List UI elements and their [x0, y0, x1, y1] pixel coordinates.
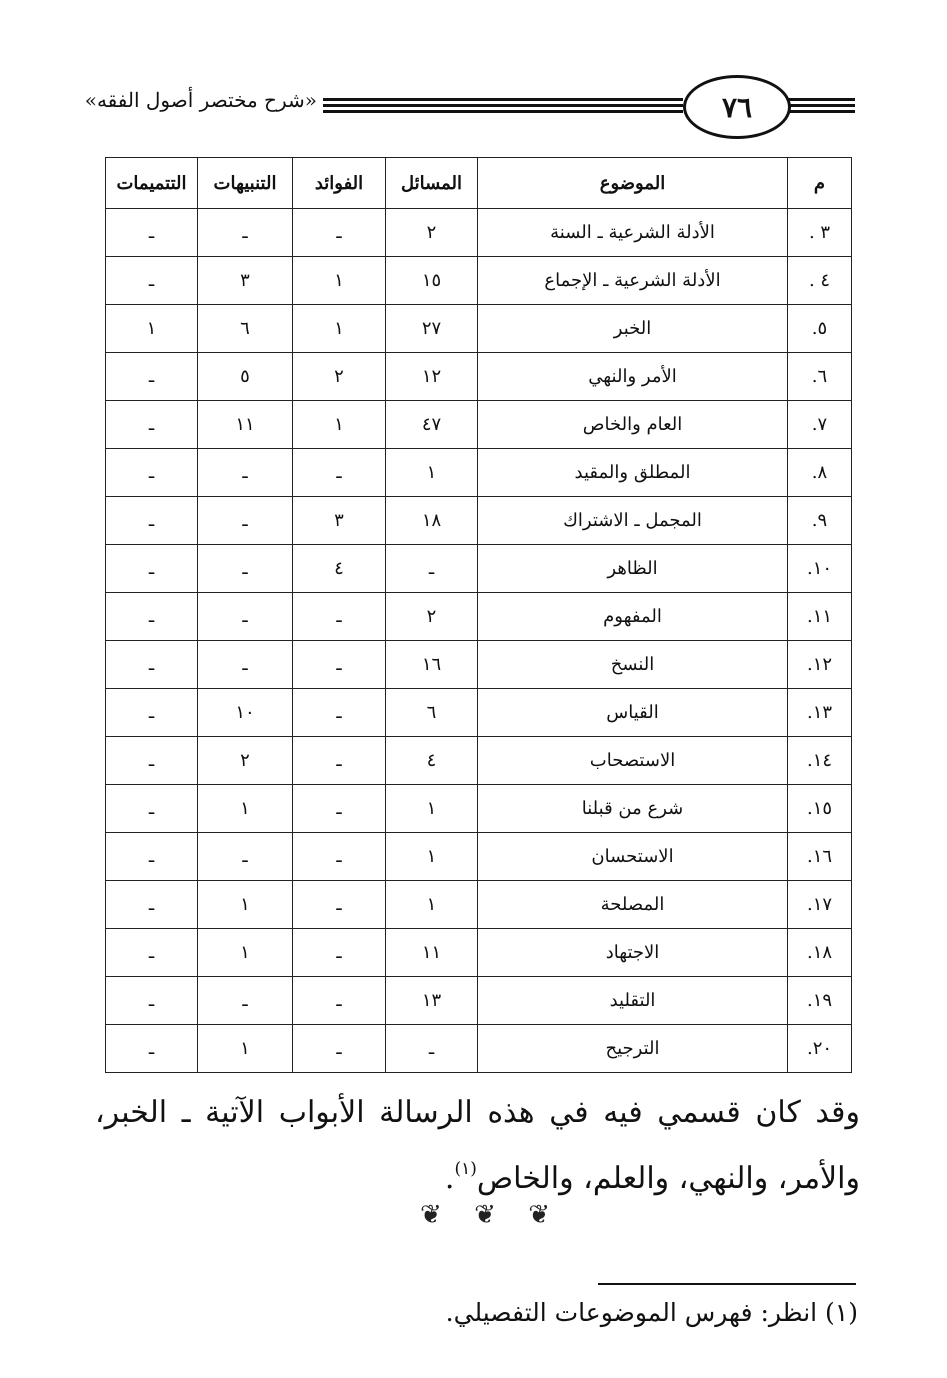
- count-cell: ـ: [106, 545, 198, 593]
- topic-cell: القياس: [478, 689, 788, 737]
- count-cell: ـ: [293, 449, 386, 497]
- count-cell: ـ: [386, 1025, 478, 1073]
- table-row: [106, 401, 852, 449]
- topic-cell: المطلق والمقيد: [478, 449, 788, 497]
- count-cell: ـ: [198, 593, 293, 641]
- row-index: ٣ .: [788, 209, 852, 257]
- table-body: [106, 209, 852, 1073]
- footnote-marker: (١): [454, 1159, 477, 1179]
- row-index: ١٢.: [788, 641, 852, 689]
- count-cell: ٦: [198, 305, 293, 353]
- row-index: ٨.: [788, 449, 852, 497]
- fleuron-icon: ❦: [420, 1200, 442, 1230]
- count-cell: ـ: [106, 689, 198, 737]
- topic-cell: الظاهر: [478, 545, 788, 593]
- count-cell: ١: [198, 1025, 293, 1073]
- count-cell: ٢: [386, 209, 478, 257]
- header-rule: [323, 98, 683, 101]
- count-cell: ١٨: [386, 497, 478, 545]
- body-paragraph: [95, 1085, 860, 1207]
- count-cell: ٦: [386, 689, 478, 737]
- count-cell: ١: [293, 305, 386, 353]
- topic-cell: النسخ: [478, 641, 788, 689]
- topic-cell: الأمر والنهي: [478, 353, 788, 401]
- count-cell: ـ: [198, 977, 293, 1025]
- page-header: [84, 70, 855, 130]
- count-cell: ـ: [198, 545, 293, 593]
- table-row: [106, 545, 852, 593]
- topic-cell: الأدلة الشرعية ـ الإجماع: [478, 257, 788, 305]
- table-row: [106, 1025, 852, 1073]
- count-cell: ٢: [198, 737, 293, 785]
- topic-cell: المصلحة: [478, 881, 788, 929]
- topic-cell: الأدلة الشرعية ـ السنة: [478, 209, 788, 257]
- count-cell: ١: [386, 833, 478, 881]
- count-cell: ـ: [293, 689, 386, 737]
- count-cell: ـ: [106, 929, 198, 977]
- count-cell: ١: [198, 929, 293, 977]
- statistics-table: [105, 157, 851, 1064]
- table-row: [106, 257, 852, 305]
- count-cell: ١٥: [386, 257, 478, 305]
- count-cell: ـ: [198, 497, 293, 545]
- table-row: [106, 449, 852, 497]
- column-header: م: [788, 158, 852, 209]
- table-row: [106, 881, 852, 929]
- row-index: ١١.: [788, 593, 852, 641]
- count-cell: ـ: [106, 977, 198, 1025]
- topic-cell: المفهوم: [478, 593, 788, 641]
- row-index: ١٧.: [788, 881, 852, 929]
- row-index: ١٤.: [788, 737, 852, 785]
- count-cell: ١: [198, 881, 293, 929]
- count-cell: ـ: [293, 785, 386, 833]
- count-cell: ـ: [106, 1025, 198, 1073]
- row-index: ١٠.: [788, 545, 852, 593]
- table-header-row: [106, 158, 852, 209]
- count-cell: ١٦: [386, 641, 478, 689]
- table-row: [106, 929, 852, 977]
- count-cell: ٤: [293, 545, 386, 593]
- page-number: ٧٦: [683, 75, 791, 139]
- count-cell: ١٠: [198, 689, 293, 737]
- table-row: [106, 785, 852, 833]
- count-cell: ٥: [198, 353, 293, 401]
- count-cell: ١: [386, 449, 478, 497]
- count-cell: ـ: [293, 881, 386, 929]
- count-cell: ـ: [386, 545, 478, 593]
- footnote: (١) انظر: فهرس الموضوعات التفصيلي.: [445, 1298, 858, 1327]
- count-cell: ـ: [106, 737, 198, 785]
- count-cell: ٤٧: [386, 401, 478, 449]
- table-row: [106, 497, 852, 545]
- count-cell: ١: [198, 785, 293, 833]
- count-cell: ـ: [293, 977, 386, 1025]
- column-header: التتميمات: [106, 158, 198, 209]
- count-cell: ـ: [106, 881, 198, 929]
- row-index: ١٩.: [788, 977, 852, 1025]
- table-row: [106, 689, 852, 737]
- row-index: ٩.: [788, 497, 852, 545]
- topic-cell: الاستصحاب: [478, 737, 788, 785]
- paragraph-end: .: [444, 1161, 455, 1196]
- count-cell: ـ: [198, 833, 293, 881]
- count-cell: ـ: [106, 401, 198, 449]
- count-cell: ٢: [293, 353, 386, 401]
- footnote-separator: [598, 1283, 856, 1285]
- count-cell: ـ: [293, 1025, 386, 1073]
- count-cell: ـ: [198, 641, 293, 689]
- book-title: «شرح مختصر أصول الفقه»: [84, 88, 317, 112]
- table-row: [106, 353, 852, 401]
- paragraph-text: وقد كان قسمي فيه في هذه الرسالة الأبواب الآتية ـ الخبر، والأمر، والنهي، والعلم، والخاص: [95, 1095, 860, 1196]
- count-cell: ـ: [106, 257, 198, 305]
- count-cell: ١: [293, 401, 386, 449]
- row-index: ١٥.: [788, 785, 852, 833]
- column-header: الموضوع: [478, 158, 788, 209]
- row-index: ١٦.: [788, 833, 852, 881]
- table-row: [106, 977, 852, 1025]
- column-header: الفوائد: [293, 158, 386, 209]
- count-cell: ـ: [106, 353, 198, 401]
- table-row: [106, 641, 852, 689]
- topic-cell: الخبر: [478, 305, 788, 353]
- topic-cell: الاجتهاد: [478, 929, 788, 977]
- fleuron-icon: ❦: [474, 1200, 496, 1230]
- header-rule: [323, 104, 683, 107]
- count-cell: ٣: [198, 257, 293, 305]
- column-header: التنبيهات: [198, 158, 293, 209]
- count-cell: ـ: [106, 449, 198, 497]
- row-index: ٢٠.: [788, 1025, 852, 1073]
- table-row: [106, 833, 852, 881]
- count-cell: ـ: [106, 593, 198, 641]
- topic-cell: الترجيح: [478, 1025, 788, 1073]
- count-cell: ـ: [106, 497, 198, 545]
- count-cell: ٢: [386, 593, 478, 641]
- count-cell: ـ: [198, 209, 293, 257]
- count-cell: ١: [293, 257, 386, 305]
- row-index: ١٨.: [788, 929, 852, 977]
- topic-cell: المجمل ـ الاشتراك: [478, 497, 788, 545]
- count-cell: ١: [386, 881, 478, 929]
- count-cell: ٤: [386, 737, 478, 785]
- table-row: [106, 737, 852, 785]
- count-cell: ـ: [106, 785, 198, 833]
- table-row: [106, 209, 852, 257]
- count-cell: ـ: [106, 641, 198, 689]
- count-cell: ١١: [198, 401, 293, 449]
- row-index: ١٣.: [788, 689, 852, 737]
- topic-cell: العام والخاص: [478, 401, 788, 449]
- row-index: ٥.: [788, 305, 852, 353]
- header-rule: [323, 110, 683, 113]
- count-cell: ١: [106, 305, 198, 353]
- count-cell: ـ: [106, 209, 198, 257]
- topic-cell: التقليد: [478, 977, 788, 1025]
- topic-cell: شرع من قبلنا: [478, 785, 788, 833]
- header-rule: [785, 98, 855, 101]
- count-cell: ٣: [293, 497, 386, 545]
- row-index: ٤ .: [788, 257, 852, 305]
- table-row: [106, 305, 852, 353]
- count-cell: ـ: [293, 737, 386, 785]
- table-row: [106, 593, 852, 641]
- count-cell: ـ: [293, 833, 386, 881]
- topic-cell: الاستحسان: [478, 833, 788, 881]
- count-cell: ١٢: [386, 353, 478, 401]
- header-rule: [785, 104, 855, 107]
- row-index: ٧.: [788, 401, 852, 449]
- count-cell: ـ: [293, 209, 386, 257]
- column-header: المسائل: [386, 158, 478, 209]
- header-rule: [785, 110, 855, 113]
- count-cell: ١١: [386, 929, 478, 977]
- row-index: ٦.: [788, 353, 852, 401]
- count-cell: ١: [386, 785, 478, 833]
- count-cell: ـ: [293, 929, 386, 977]
- count-cell: ـ: [293, 593, 386, 641]
- fleuron-icon: ❦: [528, 1200, 550, 1230]
- count-cell: ٢٧: [386, 305, 478, 353]
- count-cell: ١٣: [386, 977, 478, 1025]
- count-cell: ـ: [293, 641, 386, 689]
- section-ornament: [420, 1200, 550, 1234]
- count-cell: ـ: [106, 833, 198, 881]
- count-cell: ـ: [198, 449, 293, 497]
